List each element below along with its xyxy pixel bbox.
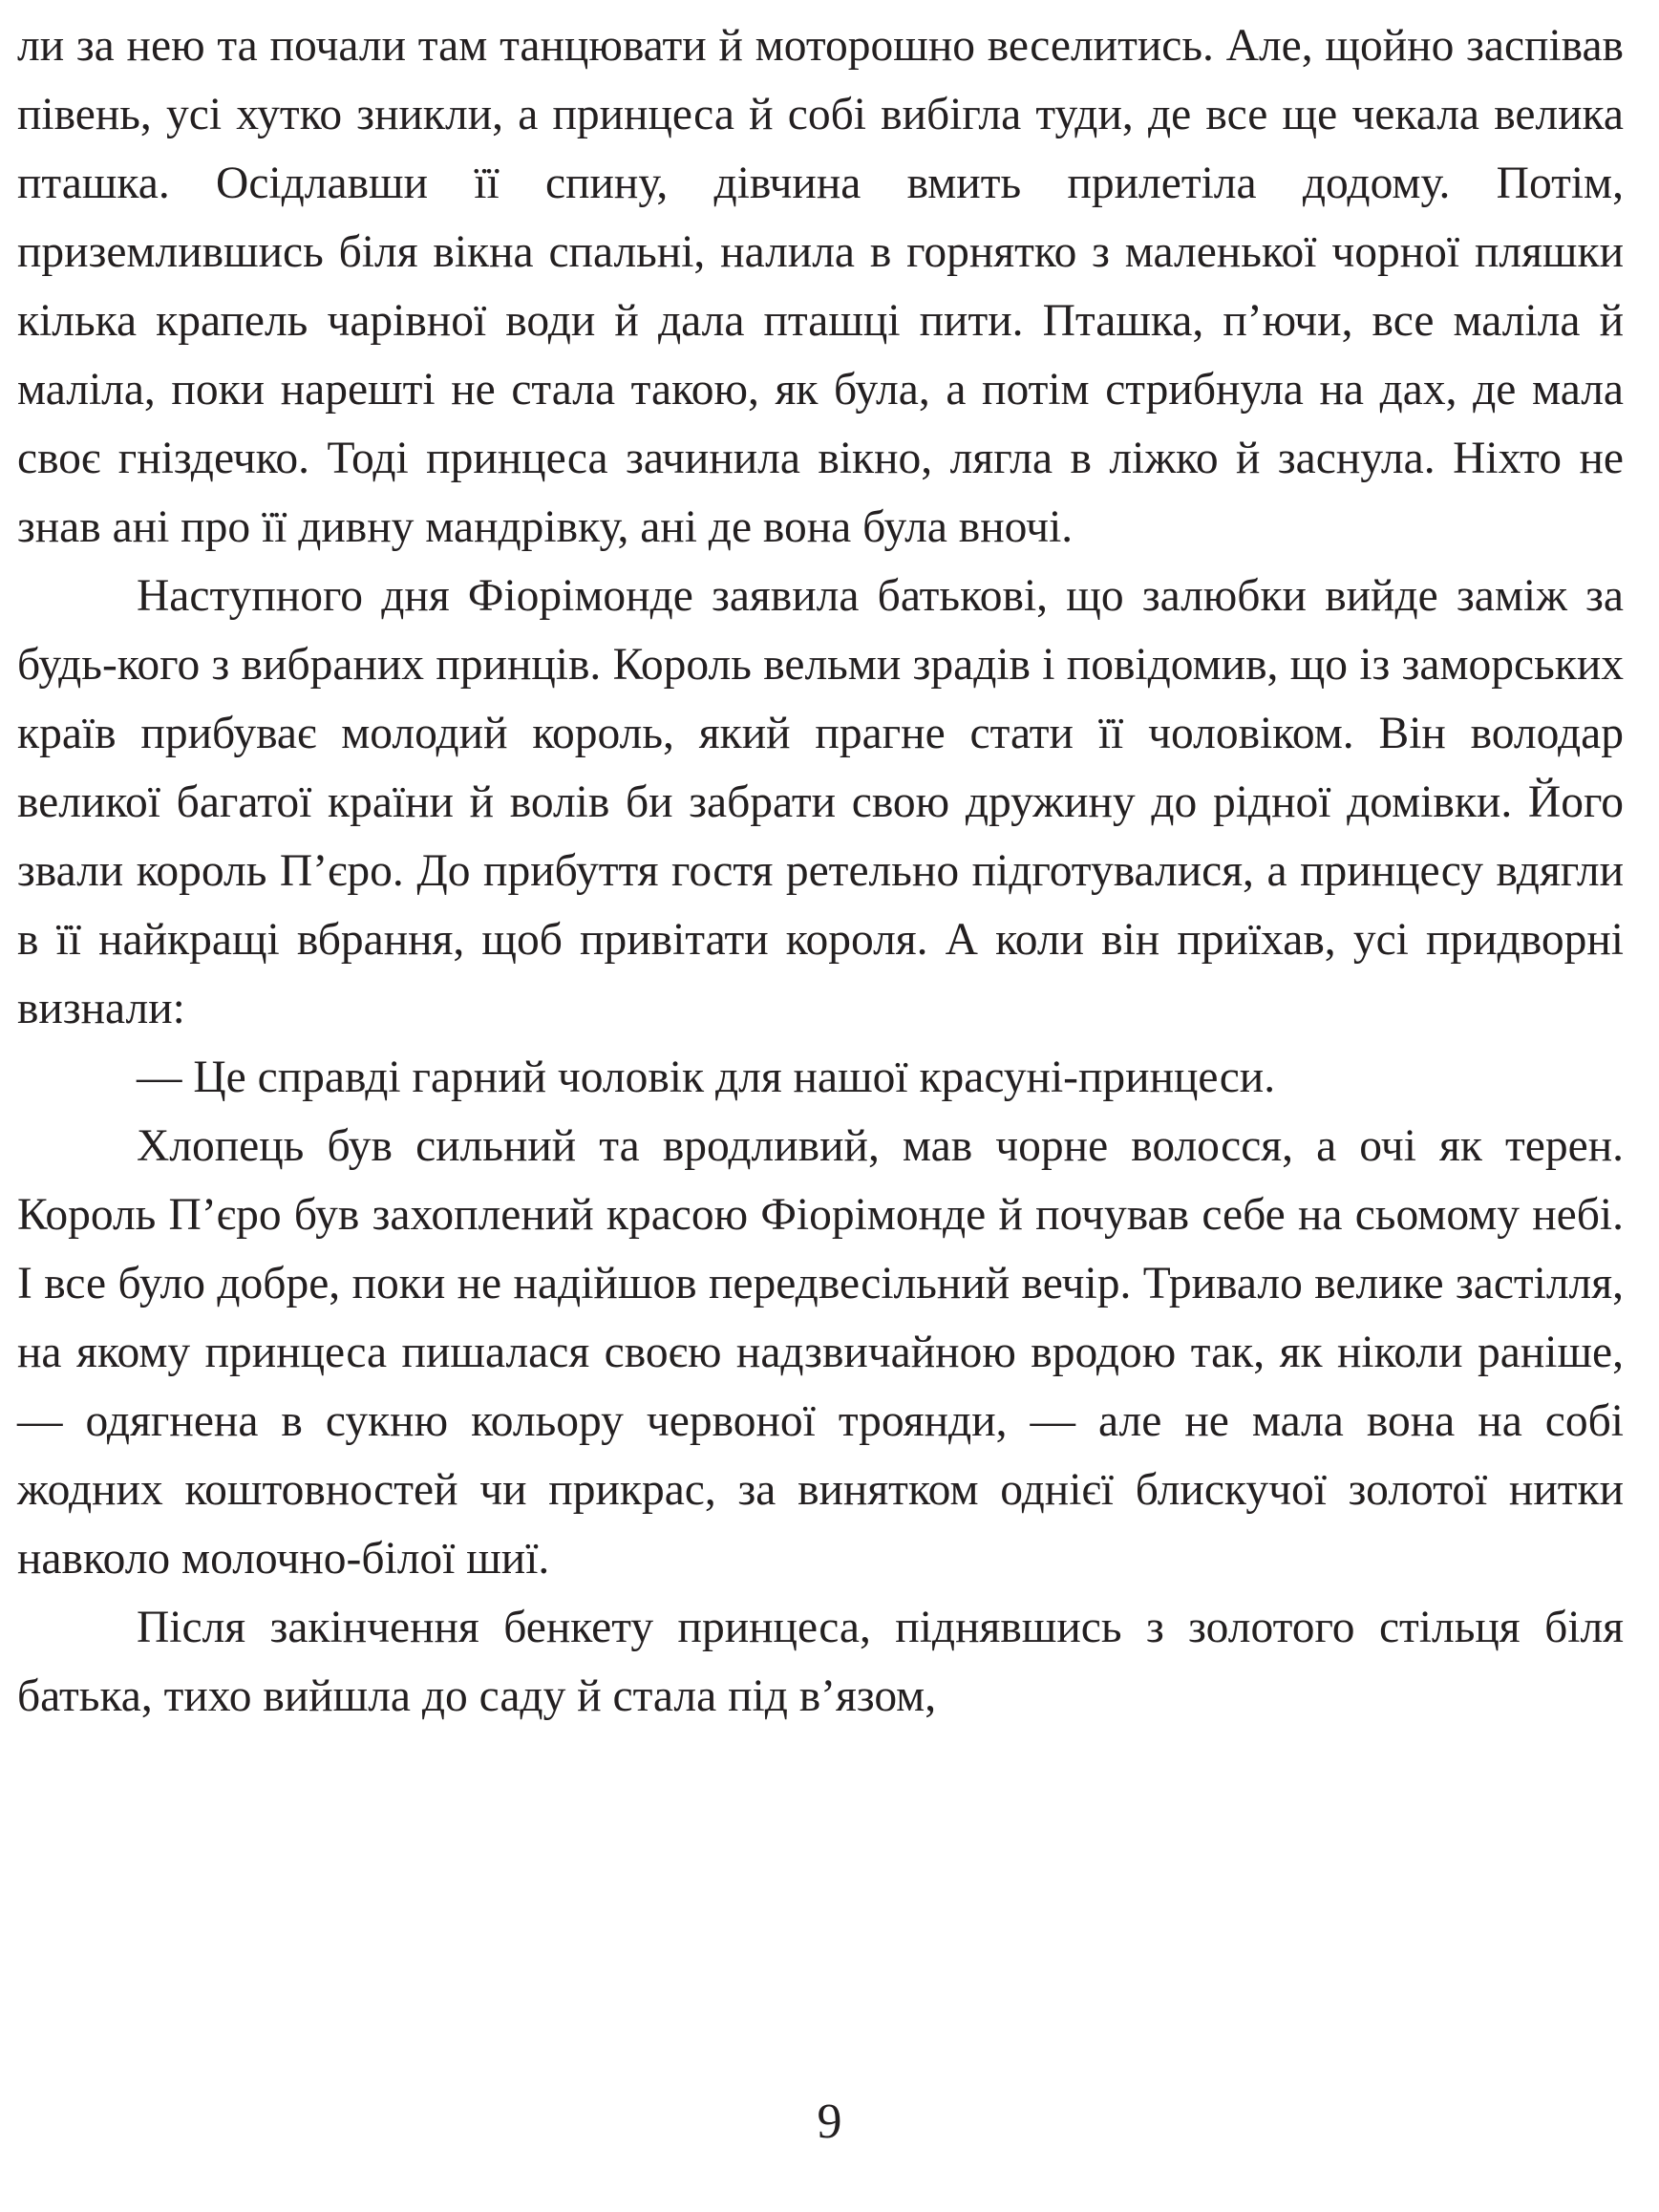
paragraph-continued: ли за нею та почали там танцювати й моторошно веселитись. Але, щойно заспівав півень, усі хутко зникли, а принцеса й собі вибігла туди, де все ще чекала велика пташка. Осідлавши її спину, дівчина вмить прилетіла додому. Потім, приземлившись біля вікна спальні, налила в горнятко з маленької чорної пляшки кілька крапель чарівної води й дала пташці пити. Пташка, п’ючи, все маліла й маліла, поки нарешті не стала такою, як була, а потім стрибнула на дах, де мала своє гніздечко. Тоді принцеса зачинила вікно, лягла в ліжко й заснула. Ніхто не знав ані про її дивну мандрівку, ані де вона була вночі. — [17, 21, 1624, 552]
dialogue-line: — Це справді гарний чоловік для нашої красуні-принцеси. — [137, 1053, 1276, 1102]
page-text — [17, 11, 1624, 1731]
paragraph: Після закінчення бенкету принцеса, піднявшись з золотого стільця біля батька, тихо вийшла до саду й стала під в’язом, — [17, 1603, 1624, 1721]
page-number: 9 — [817, 2095, 842, 2149]
paragraph: Наступного дня Фіорімонде заявила батькові, що залюбки вийде заміж за будь-кого з вибраних принців. Король вельми зрадів і повідомив, що із заморських країв прибуває молодий король, який прагне стати її чоловіком. Він володар великої багатої країни й волів би забрати свою дружину до рідної домівки. Його звали король П’єро. До прибуття гостя ретельно підготувалися, а принцесу вдягли в її найкращі вбрання, щоб привітати короля. А коли він приїхав, усі придворні визнали: — [17, 571, 1624, 1033]
paragraph: Хлопець був сильний та вродливий, мав чорне волосся, а очі як терен. Король П’єро був захоплений красою Фіорімонде й почував себе на сьомому небі. І все було добре, поки не надійшов передвесільний вечір. Тривало велике застілля, на якому принцеса пишалася своєю надзвичайною вродою так, як ніколи раніше, — одягнена в сукню кольору червоної троянди, — але не мала вона на собі жодних коштовностей чи прикрас, за винятком однієї блискучої золотої нитки навколо молочно-білої шиї. — [17, 1121, 1624, 1584]
